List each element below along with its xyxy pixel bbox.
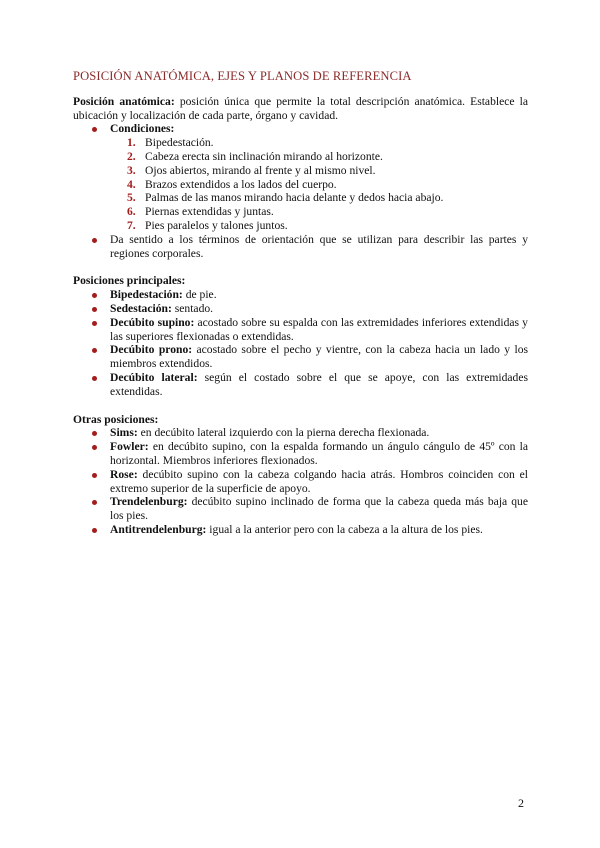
- position-term: Fowler:: [110, 440, 149, 454]
- principal-positions-list: [73, 288, 528, 398]
- position-text: en decúbito lateral izquierdo con la pierna derecha flexionada.: [137, 426, 430, 440]
- list-item: [73, 440, 528, 468]
- bullet-icon: [92, 293, 97, 298]
- position-term: Decúbito supino:: [110, 315, 195, 329]
- position-text: acostado sobre el pecho y vientre, con la cabeza hacia un lado y los miembros extendidos.: [110, 343, 529, 371]
- orientation-sense-text: Da sentido a los términos de orientación que se utilizan para describir las partes y regiones corporales.: [110, 232, 528, 260]
- list-item: [73, 371, 528, 399]
- list-item: [73, 468, 528, 496]
- condition-text: Bipedestación.: [145, 136, 214, 150]
- list-item: [73, 495, 528, 523]
- conditions-label: Condiciones:: [110, 122, 175, 136]
- bullet-icon: [92, 238, 97, 243]
- condition-item: [110, 191, 528, 205]
- list-item: [73, 426, 528, 440]
- list-item: [73, 122, 528, 232]
- bullet-icon: [92, 473, 97, 478]
- other-positions-section: [73, 413, 528, 537]
- condition-item: [110, 219, 528, 233]
- condition-number: 5.: [127, 191, 136, 205]
- condition-text: Pies paralelos y talones juntos.: [145, 218, 288, 232]
- condition-item: [110, 150, 528, 164]
- condition-item: [110, 205, 528, 219]
- condition-number: 2.: [127, 149, 136, 163]
- list-item: [73, 288, 528, 302]
- anatomical-bullets: [73, 122, 528, 260]
- list-item: [73, 302, 528, 316]
- list-item: [73, 233, 528, 261]
- position-text: en decúbito supino, con la espalda formando un ángulo cángulo de 45º con la horizontal. Miembros inferiores flexionados.: [110, 440, 528, 467]
- position-text: de pie.: [182, 288, 217, 302]
- bullet-icon: [92, 376, 97, 381]
- principal-positions-section: [73, 274, 528, 398]
- list-item: [73, 316, 528, 344]
- document-page: [73, 70, 528, 537]
- condition-item: [110, 178, 528, 192]
- list-item: [73, 523, 528, 537]
- position-text: decúbito supino con la cabeza colgando hacia atrás. Hombros coinciden con el extremo superior de la superficie de apoyo.: [110, 467, 528, 495]
- bullet-icon: [92, 127, 97, 132]
- bullet-icon: [92, 321, 97, 326]
- position-term: Decúbito prono:: [110, 343, 193, 357]
- anatomical-position-term: Posición anatómica:: [73, 94, 175, 108]
- other-positions-list: [73, 426, 528, 536]
- condition-text: Cabeza erecta sin inclinación mirando al horizonte.: [145, 149, 383, 163]
- bullet-icon: [92, 528, 97, 533]
- condition-text: Ojos abiertos, mirando al frente y al mismo nivel.: [145, 163, 376, 177]
- condition-item: [110, 164, 528, 178]
- condition-text: Palmas de las manos mirando hacia delante y dedos hacia abajo.: [145, 191, 444, 205]
- anatomical-position-paragraph: [73, 95, 528, 123]
- position-term: Decúbito lateral:: [110, 370, 198, 384]
- condition-number: 7.: [127, 218, 136, 232]
- conditions-list: [110, 136, 528, 233]
- condition-number: 1.: [127, 136, 136, 150]
- bullet-icon: [92, 348, 97, 353]
- condition-number: 4.: [127, 177, 136, 191]
- position-text: sentado.: [171, 301, 214, 315]
- section-heading: Otras posiciones:: [73, 412, 159, 426]
- position-term: Rose:: [110, 467, 138, 481]
- list-item: [73, 343, 528, 371]
- condition-number: 3.: [127, 163, 136, 177]
- condition-number: 6.: [127, 205, 136, 219]
- page-title: POSICIÓN ANATÓMICA, EJES Y PLANOS DE REFERENCIA: [73, 69, 412, 83]
- condition-item: [110, 136, 528, 150]
- position-term: Bipedestación:: [110, 288, 183, 302]
- bullet-icon: [92, 431, 97, 436]
- position-text: acostado sobre su espalda con las extremidades inferiores extendidas y las superiores flexionadas o extendidas.: [110, 315, 528, 343]
- position-term: Sedestación:: [110, 301, 172, 315]
- position-text: decúbito supino inclinado de forma que la cabeza queda más baja que los pies.: [110, 495, 528, 523]
- bullet-icon: [92, 500, 97, 505]
- condition-text: Brazos extendidos a los lados del cuerpo.: [145, 177, 337, 191]
- condition-text: Piernas extendidas y juntas.: [145, 205, 274, 219]
- section-heading: Posiciones principales:: [73, 274, 186, 288]
- position-text: igual a la anterior pero con la cabeza a la altura de los pies.: [206, 522, 483, 536]
- page-number: 2: [518, 796, 524, 810]
- position-term: Sims:: [110, 426, 138, 440]
- position-text: según el costado sobre el que se apoye, con las extremidades extendidas.: [110, 370, 528, 398]
- anatomical-position-text: posición única que permite la total descripción anatómica. Establece la ubicación y localización de cada parte, órgano y cavidad.: [73, 94, 528, 122]
- bullet-icon: [92, 445, 97, 450]
- position-term: Antitrendelenburg:: [110, 522, 207, 536]
- bullet-icon: [92, 307, 97, 312]
- position-term: Trendelenburg:: [110, 495, 188, 509]
